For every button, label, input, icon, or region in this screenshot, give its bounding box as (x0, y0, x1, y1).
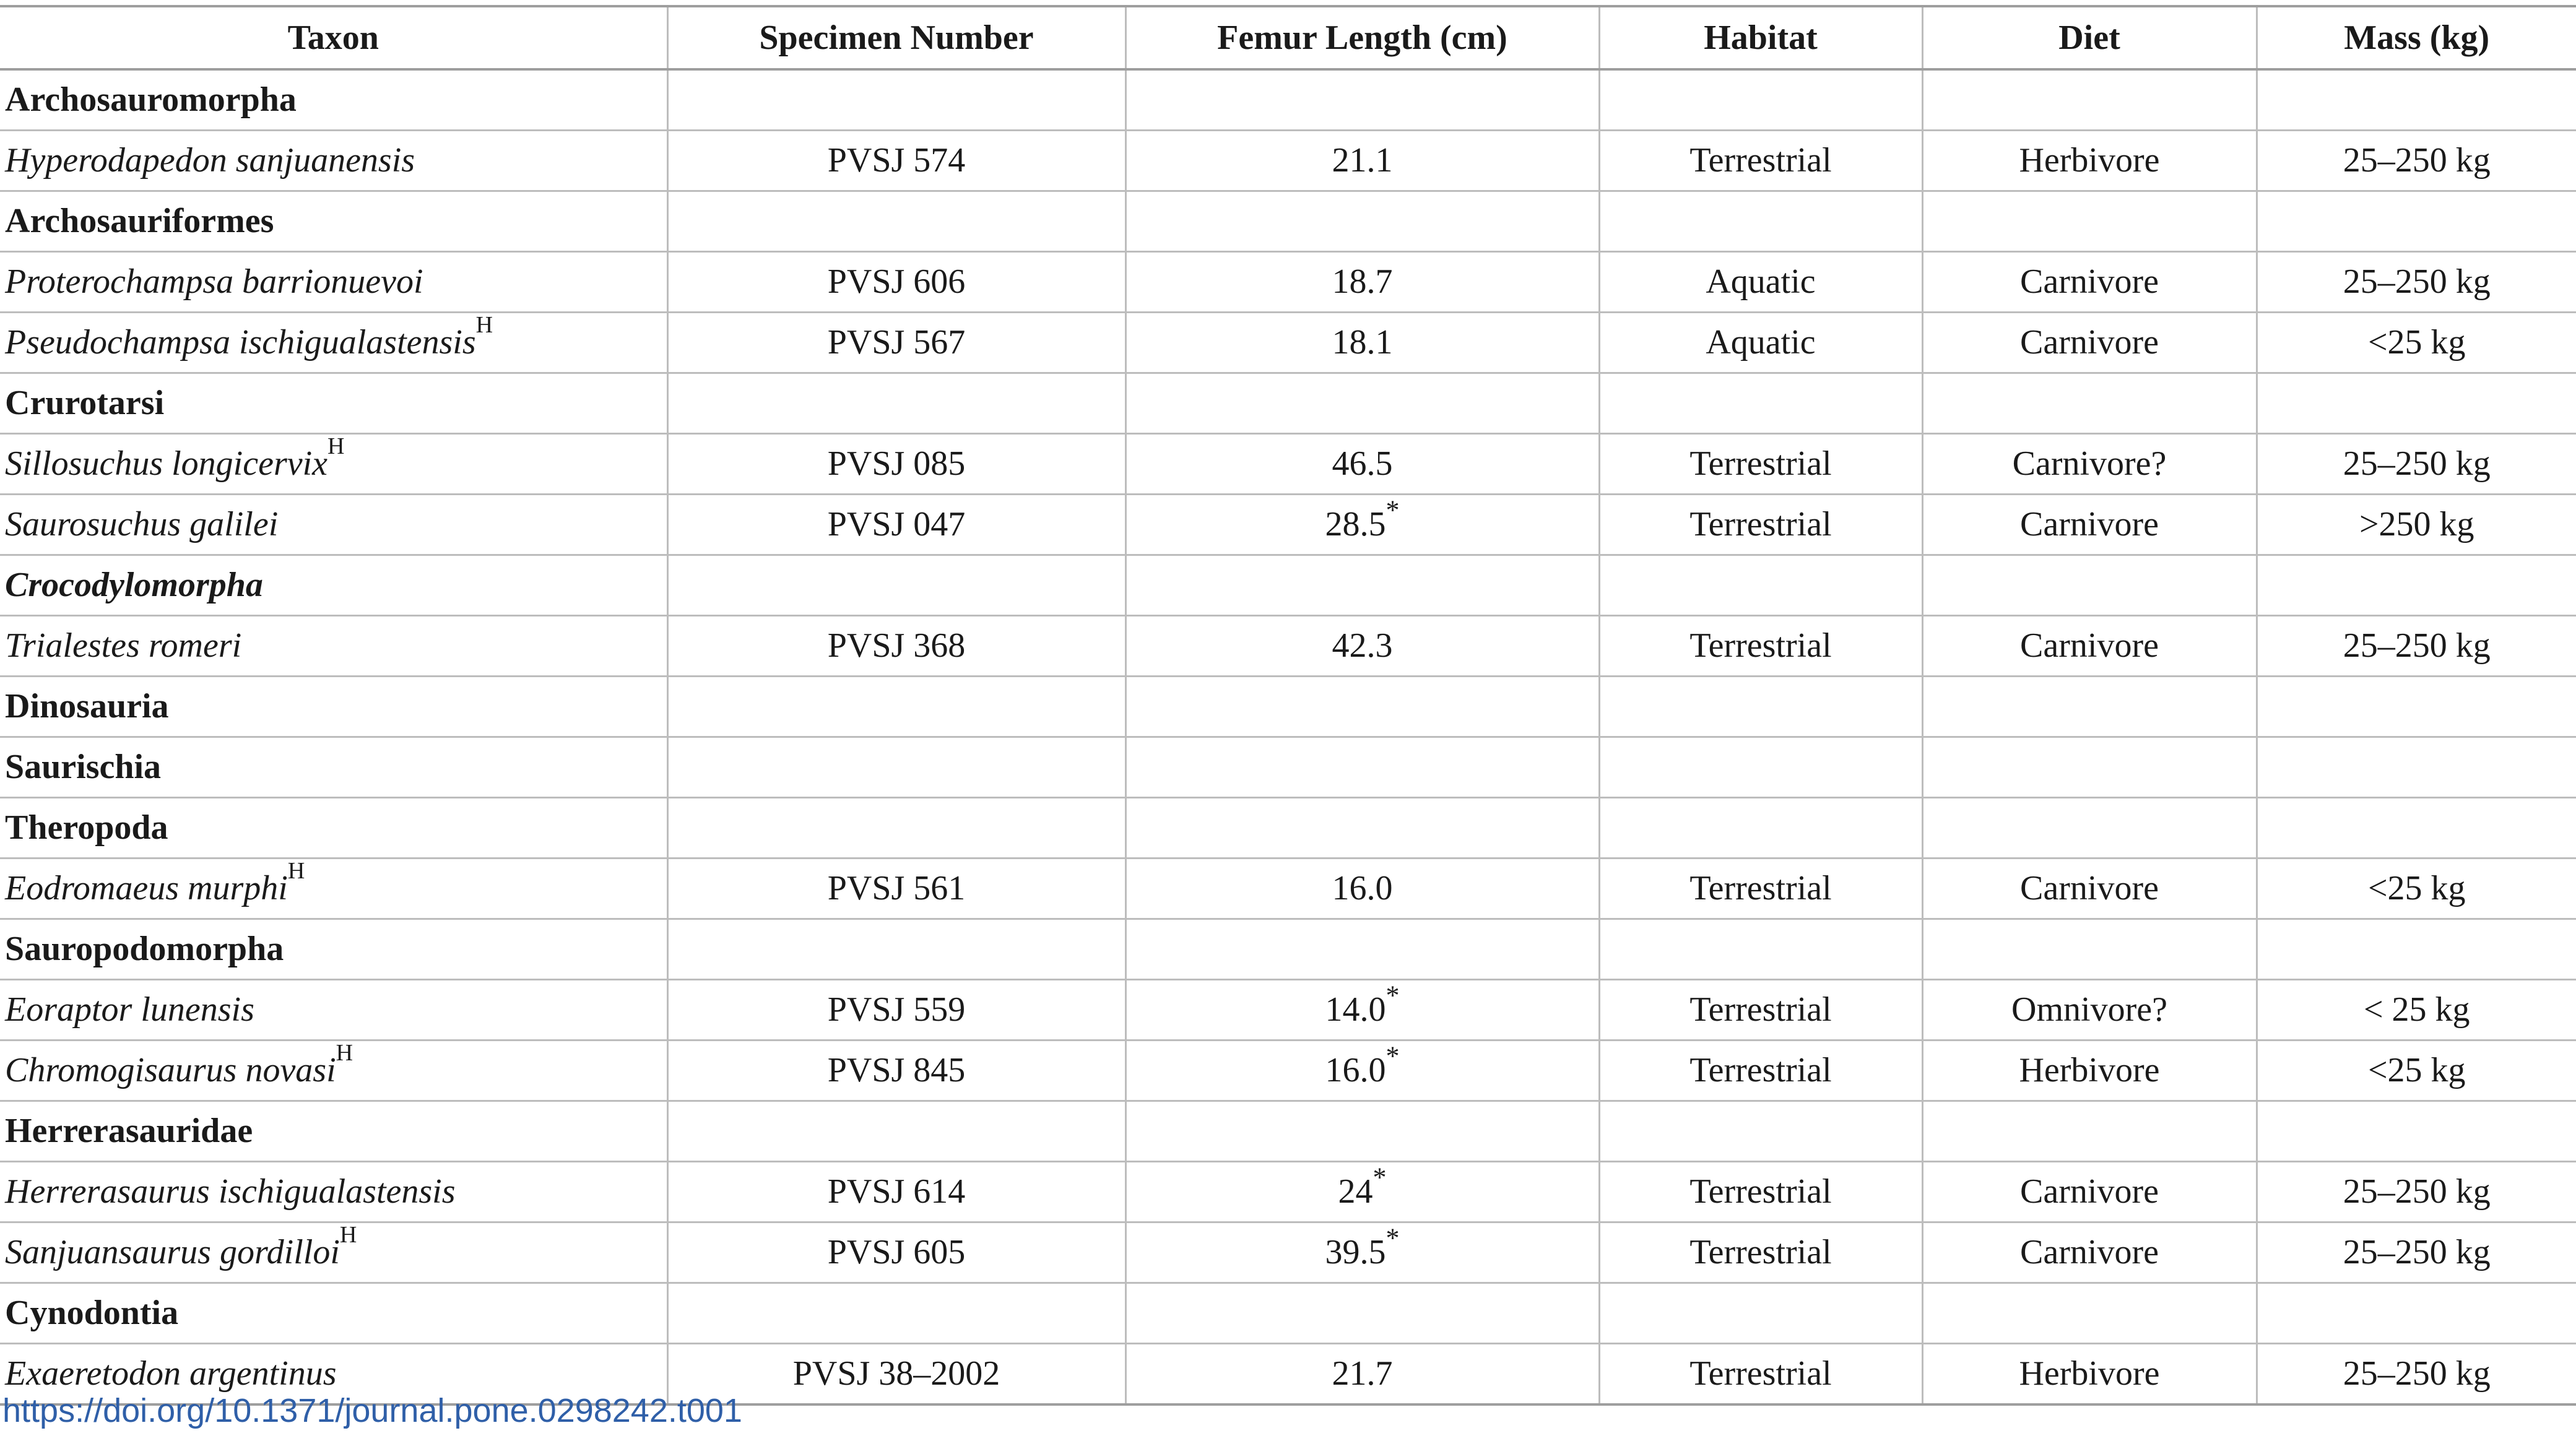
habitat-cell: Terrestrial (1599, 131, 1922, 191)
group-taxon-cell: Crurotarsi (0, 373, 667, 434)
femur-length-cell (1125, 1041, 1599, 1101)
specimen-number-cell: PVSJ 574 (667, 131, 1125, 191)
taxon-cell (0, 1041, 667, 1101)
empty-cell (1922, 1101, 2257, 1162)
group-taxon-cell: Archosauriformes (0, 191, 667, 252)
empty-cell (667, 677, 1125, 737)
empty-cell (2257, 1283, 2576, 1344)
femur-length-cell (1125, 1344, 1599, 1405)
empty-cell (2257, 919, 2576, 980)
group-taxon-cell: Sauropodomorpha (0, 919, 667, 980)
mass-cell: <25 kg (2257, 1041, 2576, 1101)
taxon-cell (0, 980, 667, 1041)
group-header-row (0, 69, 2576, 131)
habitat-cell: Terrestrial (1599, 859, 1922, 919)
empty-cell (667, 1283, 1125, 1344)
mass-cell: 25–250 kg (2257, 1162, 2576, 1222)
empty-cell (1599, 1283, 1922, 1344)
mass-cell: 25–250 kg (2257, 252, 2576, 313)
diet-cell: Carnivore (1922, 859, 2257, 919)
taxon-name: Eodromaeus murphi (5, 869, 288, 907)
habitat-cell: Terrestrial (1599, 1344, 1922, 1405)
femur-value: 46.5 (1332, 444, 1393, 483)
femur-length-cell (1125, 980, 1599, 1041)
table-row (0, 434, 2576, 495)
diet-cell: Carnivore (1922, 1162, 2257, 1222)
femur-value: 42.3 (1332, 626, 1393, 665)
empty-cell (1125, 919, 1599, 980)
empty-cell (1125, 1283, 1599, 1344)
taxon-name: Pseudochampsa ischigualastensis (5, 323, 476, 361)
femur-length-cell (1125, 434, 1599, 495)
empty-cell (1599, 737, 1922, 798)
habitat-cell: Terrestrial (1599, 1041, 1922, 1101)
diet-cell: Omnivore? (1922, 980, 2257, 1041)
header-specimen-number: Specimen Number (667, 6, 1125, 69)
femur-length-cell (1125, 1222, 1599, 1283)
estimate-marker: * (1373, 1162, 1387, 1193)
group-taxon-cell: Saurischia (0, 737, 667, 798)
empty-cell (1599, 69, 1922, 131)
specimen-number-cell: PVSJ 047 (667, 495, 1125, 555)
empty-cell (2257, 191, 2576, 252)
header-mass: Mass (kg) (2257, 6, 2576, 69)
empty-cell (2257, 737, 2576, 798)
habitat-cell: Terrestrial (1599, 616, 1922, 677)
mass-cell: <25 kg (2257, 859, 2576, 919)
femur-length-cell (1125, 313, 1599, 373)
empty-cell (1599, 919, 1922, 980)
taxon-name: Hyperodapedon sanjuanensis (5, 141, 415, 180)
habitat-cell: Terrestrial (1599, 1222, 1922, 1283)
specimen-number-cell: PVSJ 085 (667, 434, 1125, 495)
habitat-cell: Terrestrial (1599, 980, 1922, 1041)
taxon-name: Sanjuansaurus gordilloi (5, 1233, 340, 1271)
specimen-number-cell: PVSJ 614 (667, 1162, 1125, 1222)
taxon-name: Eoraptor lunensis (5, 990, 254, 1029)
femur-length-cell (1125, 616, 1599, 677)
group-taxon-cell: Herrerasauridae (0, 1101, 667, 1162)
taxon-cell (0, 859, 667, 919)
mass-cell: <25 kg (2257, 313, 2576, 373)
empty-cell (1599, 373, 1922, 434)
holotype-marker: H (339, 1222, 357, 1248)
group-header-row (0, 191, 2576, 252)
empty-cell (1599, 191, 1922, 252)
femur-value: 14.0 (1325, 990, 1386, 1029)
specimen-number-cell: PVSJ 38–2002 (667, 1344, 1125, 1405)
empty-cell (1922, 69, 2257, 131)
femur-length-cell (1125, 1162, 1599, 1222)
taxon-name: Proterochampsa barrionuevoi (5, 262, 423, 301)
header-diet: Diet (1922, 6, 2257, 69)
empty-cell (2257, 677, 2576, 737)
group-taxon-cell: Cynodontia (0, 1283, 667, 1344)
table-row (0, 131, 2576, 191)
mass-cell: < 25 kg (2257, 980, 2576, 1041)
habitat-cell: Aquatic (1599, 252, 1922, 313)
group-header-row (0, 1283, 2576, 1344)
group-header-row (0, 677, 2576, 737)
mass-cell: >250 kg (2257, 495, 2576, 555)
empty-cell (1599, 555, 1922, 616)
empty-cell (1125, 677, 1599, 737)
empty-cell (667, 69, 1125, 131)
specimen-number-cell: PVSJ 368 (667, 616, 1125, 677)
femur-value: 24 (1338, 1172, 1373, 1211)
empty-cell (1125, 1101, 1599, 1162)
mass-cell: 25–250 kg (2257, 1344, 2576, 1405)
empty-cell (667, 373, 1125, 434)
femur-value: 16.0 (1325, 1051, 1386, 1089)
femur-value: 21.1 (1332, 141, 1393, 180)
empty-cell (1125, 737, 1599, 798)
femur-value: 18.7 (1332, 262, 1393, 301)
specimen-number-cell: PVSJ 845 (667, 1041, 1125, 1101)
taxon-cell (0, 616, 667, 677)
habitat-cell: Terrestrial (1599, 434, 1922, 495)
femur-value: 16.0 (1332, 869, 1393, 907)
femur-value: 28.5 (1325, 505, 1386, 543)
diet-cell: Carnivore (1922, 495, 2257, 555)
diet-cell: Herbivore (1922, 1344, 2257, 1405)
taxon-cell (0, 1222, 667, 1283)
diet-cell: Carnivore? (1922, 434, 2257, 495)
diet-cell: Carnivore (1922, 252, 2257, 313)
table-row (0, 495, 2576, 555)
empty-cell (2257, 555, 2576, 616)
holotype-marker: H (287, 858, 305, 884)
femur-length-cell (1125, 495, 1599, 555)
specimen-number-cell: PVSJ 605 (667, 1222, 1125, 1283)
specimen-table (0, 5, 2576, 1406)
empty-cell (1599, 1101, 1922, 1162)
empty-cell (1922, 1283, 2257, 1344)
group-header-row (0, 737, 2576, 798)
group-taxon-cell: Dinosauria (0, 677, 667, 737)
group-header-row (0, 373, 2576, 434)
femur-length-cell (1125, 859, 1599, 919)
group-header-row (0, 798, 2576, 859)
taxon-name: Sillosuchus longicervix (5, 444, 328, 483)
diet-cell: Herbivore (1922, 1041, 2257, 1101)
empty-cell (1922, 555, 2257, 616)
group-header-row (0, 555, 2576, 616)
empty-cell (667, 737, 1125, 798)
taxon-name: Chromogisaurus novasi (5, 1051, 336, 1089)
table-row (0, 252, 2576, 313)
table-body (0, 69, 2576, 1404)
specimen-number-cell: PVSJ 567 (667, 313, 1125, 373)
habitat-cell: Terrestrial (1599, 1162, 1922, 1222)
taxon-cell (0, 434, 667, 495)
taxon-cell (0, 1162, 667, 1222)
empty-cell (1922, 737, 2257, 798)
diet-cell: Carnivore (1922, 1222, 2257, 1283)
table-row (0, 1222, 2576, 1283)
empty-cell (1922, 191, 2257, 252)
diet-cell: Herbivore (1922, 131, 2257, 191)
mass-cell: 25–250 kg (2257, 131, 2576, 191)
group-taxon-cell: Theropoda (0, 798, 667, 859)
empty-cell (2257, 69, 2576, 131)
taxon-name: Saurosuchus galilei (5, 505, 279, 543)
empty-cell (1125, 555, 1599, 616)
estimate-marker: * (1386, 1222, 1400, 1253)
estimate-marker: * (1386, 495, 1400, 526)
group-header-row (0, 919, 2576, 980)
table-row (0, 859, 2576, 919)
femur-value: 39.5 (1325, 1233, 1386, 1271)
empty-cell (2257, 798, 2576, 859)
femur-value: 21.7 (1332, 1354, 1393, 1393)
empty-cell (1922, 677, 2257, 737)
holotype-marker: H (336, 1040, 353, 1066)
taxon-name: Trialestes romeri (5, 626, 242, 665)
table-header-row (0, 6, 2576, 69)
estimate-marker: * (1386, 980, 1400, 1011)
empty-cell (667, 919, 1125, 980)
estimate-marker: * (1386, 1041, 1400, 1071)
header-habitat: Habitat (1599, 6, 1922, 69)
specimen-number-cell: PVSJ 559 (667, 980, 1125, 1041)
empty-cell (2257, 373, 2576, 434)
femur-length-cell (1125, 131, 1599, 191)
group-header-row (0, 1101, 2576, 1162)
taxon-cell (0, 495, 667, 555)
diet-cell: Carnivore (1922, 616, 2257, 677)
header-femur-length: Femur Length (cm) (1125, 6, 1599, 69)
empty-cell (667, 1101, 1125, 1162)
holotype-marker: H (475, 312, 493, 338)
taxon-cell (0, 131, 667, 191)
mass-cell: 25–250 kg (2257, 616, 2576, 677)
empty-cell (1125, 191, 1599, 252)
table-row (0, 980, 2576, 1041)
femur-length-cell (1125, 252, 1599, 313)
taxon-name: Herrerasaurus ischigualastensis (5, 1172, 456, 1211)
table-row (0, 313, 2576, 373)
empty-cell (1125, 373, 1599, 434)
empty-cell (1125, 69, 1599, 131)
specimen-number-cell: PVSJ 606 (667, 252, 1125, 313)
empty-cell (1125, 798, 1599, 859)
mass-cell: 25–250 kg (2257, 434, 2576, 495)
diet-cell: Carnivore (1922, 313, 2257, 373)
empty-cell (1922, 798, 2257, 859)
empty-cell (1922, 373, 2257, 434)
femur-value: 18.1 (1332, 323, 1393, 361)
empty-cell (1599, 677, 1922, 737)
habitat-cell: Aquatic (1599, 313, 1922, 373)
empty-cell (2257, 1101, 2576, 1162)
doi-link[interactable]: https://doi.org/10.1371/journal.pone.0298242.t001 (2, 1392, 742, 1429)
empty-cell (1599, 798, 1922, 859)
group-taxon-cell: Crocodylomorpha (0, 555, 667, 616)
empty-cell (667, 555, 1125, 616)
mass-cell: 25–250 kg (2257, 1222, 2576, 1283)
taxon-name: Exaeretodon argentinus (5, 1354, 337, 1393)
empty-cell (1922, 919, 2257, 980)
habitat-cell: Terrestrial (1599, 495, 1922, 555)
holotype-marker: H (327, 433, 345, 459)
table-row (0, 1162, 2576, 1222)
group-taxon-cell: Archosauromorpha (0, 69, 667, 131)
header-taxon: Taxon (0, 6, 667, 69)
specimen-number-cell: PVSJ 561 (667, 859, 1125, 919)
empty-cell (667, 798, 1125, 859)
table-row (0, 1041, 2576, 1101)
table-row (0, 616, 2576, 677)
taxon-cell (0, 313, 667, 373)
taxon-cell (0, 252, 667, 313)
empty-cell (667, 191, 1125, 252)
data-table-container (0, 5, 2576, 1406)
